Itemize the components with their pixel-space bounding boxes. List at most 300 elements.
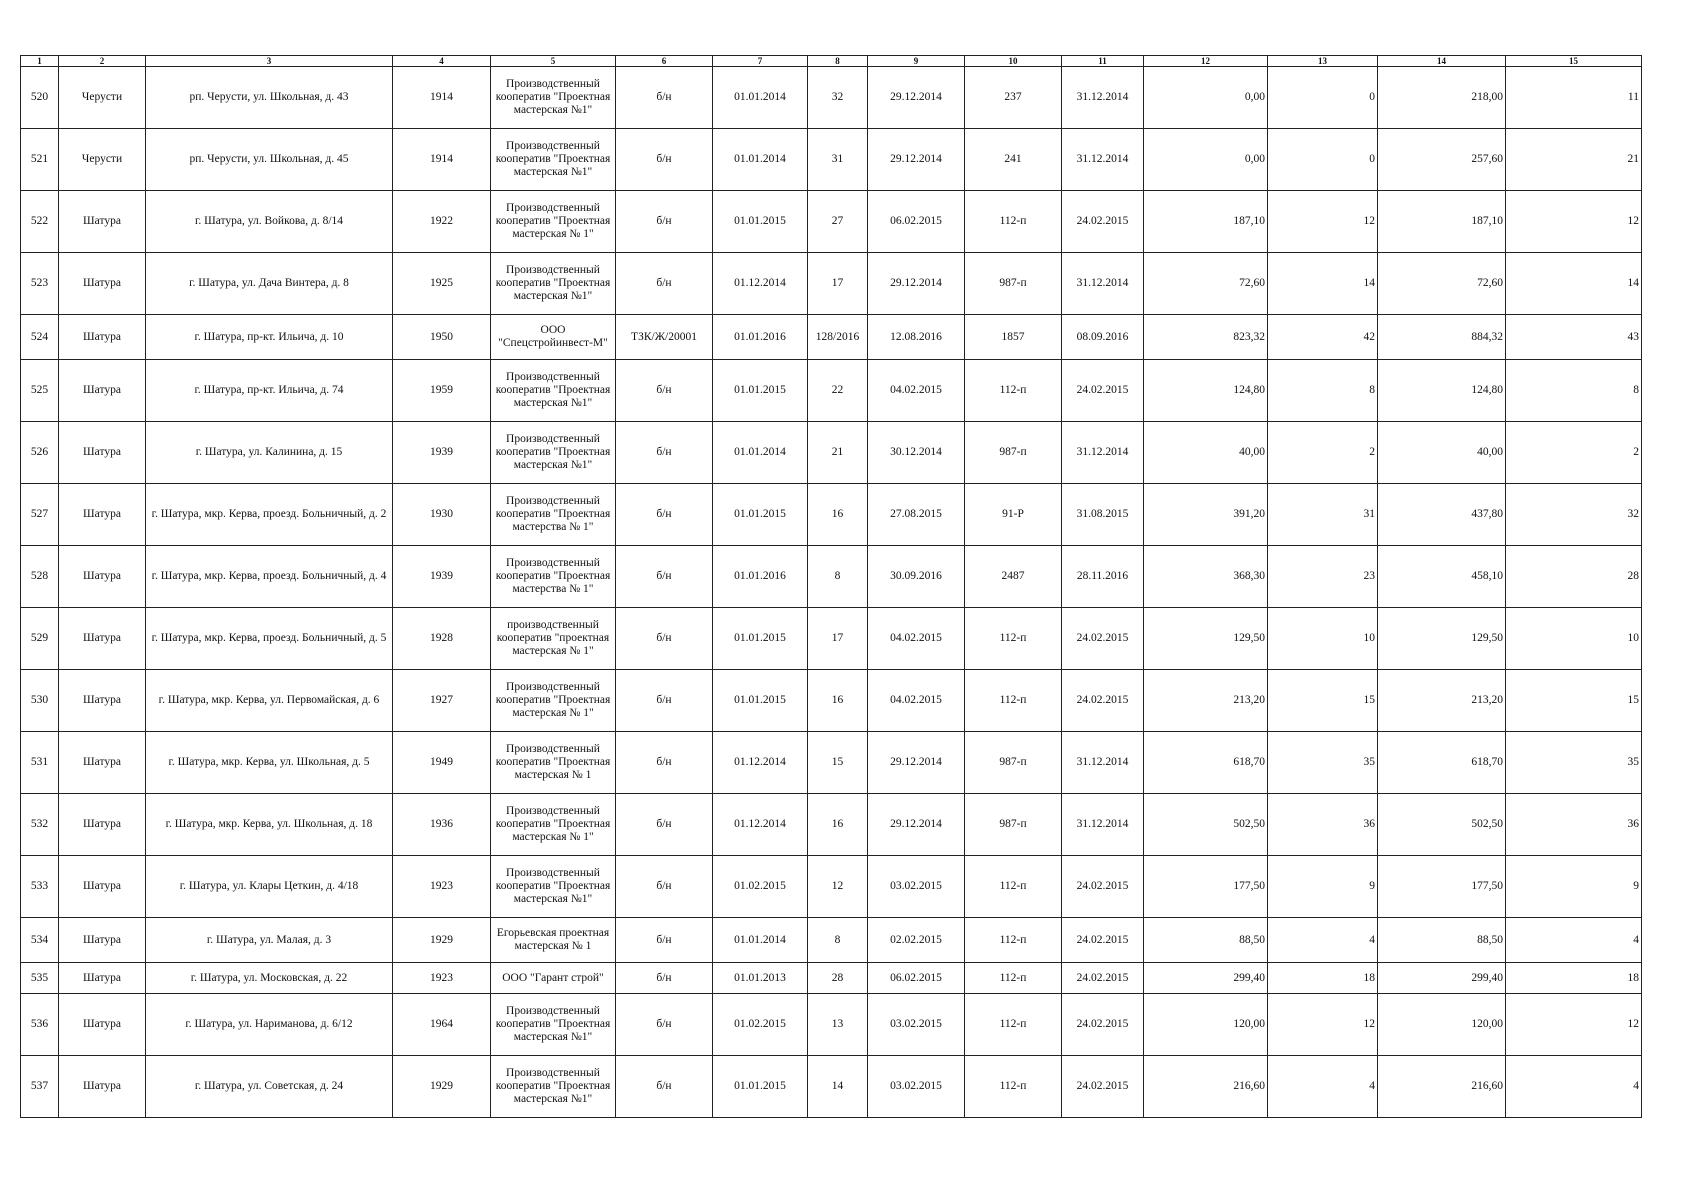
- column-header-10: 10: [965, 56, 1062, 67]
- register-table: [20, 55, 1642, 1118]
- table-cell-col-5: Производственный кооператив "Проектная мастерства № 1": [491, 484, 616, 546]
- table-cell-col-4: 1925: [393, 253, 491, 315]
- table-cell-col-15: 2: [1506, 422, 1642, 484]
- table-cell-col-13: 36: [1268, 794, 1378, 856]
- table-cell-col-2: Шатура: [59, 732, 146, 794]
- table-cell-col-12: 124,80: [1144, 360, 1268, 422]
- column-header-7: 7: [713, 56, 808, 67]
- table-cell-col-4: 1964: [393, 994, 491, 1056]
- table-cell-col-3: г. Шатура, ул. Калинина, д. 15: [146, 422, 393, 484]
- table-cell-col-2: Шатура: [59, 963, 146, 994]
- table-cell-col-1: 527: [21, 484, 59, 546]
- table-cell-col-6: б/н: [616, 191, 713, 253]
- table-cell-col-7: 01.12.2014: [713, 794, 808, 856]
- table-cell-col-3: г. Шатура, пр-кт. Ильича, д. 10: [146, 315, 393, 360]
- table-cell-col-14: 216,60: [1378, 1056, 1506, 1118]
- table-cell-col-3: рп. Черусти, ул. Школьная, д. 43: [146, 67, 393, 129]
- table-cell-col-6: б/н: [616, 994, 713, 1056]
- column-header-14: 14: [1378, 56, 1506, 67]
- table-cell-col-10: 112-п: [965, 856, 1062, 918]
- table-cell-col-10: 112-п: [965, 670, 1062, 732]
- table-cell-col-7: 01.01.2015: [713, 1056, 808, 1118]
- table-cell-col-15: 12: [1506, 191, 1642, 253]
- table-cell-col-12: 187,10: [1144, 191, 1268, 253]
- table-cell-col-4: 1914: [393, 67, 491, 129]
- table-cell-col-15: 11: [1506, 67, 1642, 129]
- table-cell-col-4: 1939: [393, 546, 491, 608]
- table-cell-col-7: 01.01.2015: [713, 484, 808, 546]
- table-cell-col-7: 01.01.2014: [713, 67, 808, 129]
- table-cell-col-14: 88,50: [1378, 918, 1506, 963]
- table-cell-col-15: 12: [1506, 994, 1642, 1056]
- table-cell-col-12: 618,70: [1144, 732, 1268, 794]
- table-cell-col-6: б/н: [616, 546, 713, 608]
- table-cell-col-15: 36: [1506, 794, 1642, 856]
- table-cell-col-2: Шатура: [59, 191, 146, 253]
- table-cell-col-14: 502,50: [1378, 794, 1506, 856]
- table-cell-col-15: 35: [1506, 732, 1642, 794]
- table-cell-col-3: г. Шатура, ул. Малая, д. 3: [146, 918, 393, 963]
- table-cell-col-7: 01.01.2016: [713, 546, 808, 608]
- table-cell-col-13: 14: [1268, 253, 1378, 315]
- table-cell-col-7: 01.02.2015: [713, 994, 808, 1056]
- table-row: [21, 994, 1642, 1056]
- table-cell-col-4: 1927: [393, 670, 491, 732]
- table-cell-col-9: 06.02.2015: [868, 191, 965, 253]
- column-header-6: 6: [616, 56, 713, 67]
- table-cell-col-11: 31.12.2014: [1062, 253, 1144, 315]
- table-cell-col-8: 12: [808, 856, 868, 918]
- table-cell-col-9: 04.02.2015: [868, 670, 965, 732]
- table-cell-col-2: Шатура: [59, 670, 146, 732]
- table-cell-col-4: 1959: [393, 360, 491, 422]
- table-cell-col-8: 21: [808, 422, 868, 484]
- table-cell-col-7: 01.01.2016: [713, 315, 808, 360]
- table-cell-col-11: 28.11.2016: [1062, 546, 1144, 608]
- table-cell-col-7: 01.12.2014: [713, 253, 808, 315]
- table-cell-col-7: 01.02.2015: [713, 856, 808, 918]
- table-cell-col-5: ООО "Спецстройинвест-М": [491, 315, 616, 360]
- table-cell-col-9: 29.12.2014: [868, 67, 965, 129]
- table-cell-col-14: 884,32: [1378, 315, 1506, 360]
- table-cell-col-11: 24.02.2015: [1062, 191, 1144, 253]
- table-cell-col-5: Егорьевская проектная мастерская № 1: [491, 918, 616, 963]
- table-cell-col-6: б/н: [616, 360, 713, 422]
- table-cell-col-3: г. Шатура, ул. Клары Цеткин, д. 4/18: [146, 856, 393, 918]
- table-cell-col-13: 15: [1268, 670, 1378, 732]
- table-cell-col-13: 42: [1268, 315, 1378, 360]
- table-cell-col-12: 72,60: [1144, 253, 1268, 315]
- table-row: [21, 191, 1642, 253]
- table-cell-col-14: 218,00: [1378, 67, 1506, 129]
- table-cell-col-4: 1914: [393, 129, 491, 191]
- table-row: [21, 670, 1642, 732]
- table-cell-col-5: Производственный кооператив "Проектная мастерская №1": [491, 856, 616, 918]
- table-cell-col-15: 9: [1506, 856, 1642, 918]
- table-cell-col-2: Шатура: [59, 1056, 146, 1118]
- table-cell-col-14: 72,60: [1378, 253, 1506, 315]
- table-cell-col-3: г. Шатура, ул. Московская, д. 22: [146, 963, 393, 994]
- table-cell-col-5: Производственный кооператив "Проектная мастерская №1": [491, 1056, 616, 1118]
- table-cell-col-3: рп. Черусти, ул. Школьная, д. 45: [146, 129, 393, 191]
- table-cell-col-1: 531: [21, 732, 59, 794]
- column-number-header-row: [21, 56, 1642, 67]
- table-cell-col-14: 257,60: [1378, 129, 1506, 191]
- table-row: [21, 360, 1642, 422]
- table-cell-col-11: 31.12.2014: [1062, 129, 1144, 191]
- table-cell-col-14: 299,40: [1378, 963, 1506, 994]
- table-cell-col-7: 01.01.2014: [713, 918, 808, 963]
- table-cell-col-6: б/н: [616, 484, 713, 546]
- table-cell-col-8: 8: [808, 918, 868, 963]
- table-cell-col-3: г. Шатура, мкр. Керва, проезд. Больничный, д. 5: [146, 608, 393, 670]
- table-cell-col-8: 28: [808, 963, 868, 994]
- table-cell-col-10: 112-п: [965, 360, 1062, 422]
- table-cell-col-2: Шатура: [59, 918, 146, 963]
- table-cell-col-10: 1857: [965, 315, 1062, 360]
- table-cell-col-7: 01.01.2014: [713, 422, 808, 484]
- table-cell-col-7: 01.01.2014: [713, 129, 808, 191]
- table-cell-col-14: 618,70: [1378, 732, 1506, 794]
- table-cell-col-10: 237: [965, 67, 1062, 129]
- table-cell-col-2: Черусти: [59, 67, 146, 129]
- table-cell-col-13: 18: [1268, 963, 1378, 994]
- table-cell-col-1: 535: [21, 963, 59, 994]
- table-cell-col-5: Производственный кооператив "Проектная мастерская №1": [491, 422, 616, 484]
- table-cell-col-12: 299,40: [1144, 963, 1268, 994]
- table-cell-col-3: г. Шатура, ул. Дача Винтера, д. 8: [146, 253, 393, 315]
- table-cell-col-2: Шатура: [59, 994, 146, 1056]
- table-cell-col-12: 88,50: [1144, 918, 1268, 963]
- table-cell-col-10: 112-п: [965, 994, 1062, 1056]
- table-cell-col-8: 22: [808, 360, 868, 422]
- table-cell-col-9: 04.02.2015: [868, 360, 965, 422]
- table-cell-col-10: 987-п: [965, 422, 1062, 484]
- table-cell-col-3: г. Шатура, мкр. Керва, ул. Первомайская, д. 6: [146, 670, 393, 732]
- table-cell-col-15: 18: [1506, 963, 1642, 994]
- table-cell-col-13: 2: [1268, 422, 1378, 484]
- table-cell-col-13: 10: [1268, 608, 1378, 670]
- table-cell-col-1: 525: [21, 360, 59, 422]
- table-row: [21, 608, 1642, 670]
- column-header-11: 11: [1062, 56, 1144, 67]
- table-cell-col-15: 4: [1506, 1056, 1642, 1118]
- table-cell-col-6: б/н: [616, 422, 713, 484]
- table-cell-col-5: Производственный кооператив "Проектная мастерская № 1": [491, 794, 616, 856]
- table-cell-col-8: 15: [808, 732, 868, 794]
- table-cell-col-11: 24.02.2015: [1062, 963, 1144, 994]
- table-cell-col-3: г. Шатура, ул. Войкова, д. 8/14: [146, 191, 393, 253]
- table-cell-col-8: 14: [808, 1056, 868, 1118]
- table-cell-col-10: 987-п: [965, 253, 1062, 315]
- table-cell-col-4: 1930: [393, 484, 491, 546]
- table-cell-col-1: 533: [21, 856, 59, 918]
- table-cell-col-4: 1939: [393, 422, 491, 484]
- table-cell-col-12: 502,50: [1144, 794, 1268, 856]
- table-cell-col-5: Производственный кооператив "Проектная мастерства № 1": [491, 546, 616, 608]
- table-cell-col-9: 06.02.2015: [868, 963, 965, 994]
- table-cell-col-6: б/н: [616, 732, 713, 794]
- table-cell-col-15: 43: [1506, 315, 1642, 360]
- table-cell-col-14: 437,80: [1378, 484, 1506, 546]
- table-cell-col-4: 1929: [393, 918, 491, 963]
- table-cell-col-5: производственный кооператив "проектная мастерская № 1": [491, 608, 616, 670]
- table-cell-col-3: г. Шатура, мкр. Керва, ул. Школьная, д. 5: [146, 732, 393, 794]
- table-cell-col-13: 8: [1268, 360, 1378, 422]
- table-cell-col-11: 24.02.2015: [1062, 856, 1144, 918]
- table-cell-col-1: 536: [21, 994, 59, 1056]
- table-cell-col-6: б/н: [616, 1056, 713, 1118]
- table-cell-col-6: б/н: [616, 608, 713, 670]
- table-cell-col-5: ООО "Гарант строй": [491, 963, 616, 994]
- table-cell-col-10: 2487: [965, 546, 1062, 608]
- table-cell-col-14: 120,00: [1378, 994, 1506, 1056]
- table-cell-col-10: 112-п: [965, 963, 1062, 994]
- table-cell-col-6: б/н: [616, 963, 713, 994]
- table-cell-col-12: 0,00: [1144, 67, 1268, 129]
- table-cell-col-13: 0: [1268, 129, 1378, 191]
- table-cell-col-3: г. Шатура, мкр. Керва, проезд. Больничный, д. 4: [146, 546, 393, 608]
- table-cell-col-11: 31.12.2014: [1062, 794, 1144, 856]
- table-cell-col-6: б/н: [616, 794, 713, 856]
- table-row: [21, 315, 1642, 360]
- table-cell-col-9: 27.08.2015: [868, 484, 965, 546]
- table-cell-col-14: 40,00: [1378, 422, 1506, 484]
- table-cell-col-1: 532: [21, 794, 59, 856]
- column-header-13: 13: [1268, 56, 1378, 67]
- table-cell-col-6: б/н: [616, 856, 713, 918]
- table-cell-col-12: 129,50: [1144, 608, 1268, 670]
- column-header-4: 4: [393, 56, 491, 67]
- table-row: [21, 1056, 1642, 1118]
- table-cell-col-13: 12: [1268, 191, 1378, 253]
- table-cell-col-9: 02.02.2015: [868, 918, 965, 963]
- table-cell-col-12: 120,00: [1144, 994, 1268, 1056]
- table-cell-col-12: 40,00: [1144, 422, 1268, 484]
- table-cell-col-4: 1950: [393, 315, 491, 360]
- table-cell-col-11: 24.02.2015: [1062, 994, 1144, 1056]
- table-row: [21, 546, 1642, 608]
- table-cell-col-5: Производственный кооператив "Проектная мастерская №1": [491, 129, 616, 191]
- table-cell-col-11: 24.02.2015: [1062, 360, 1144, 422]
- column-header-9: 9: [868, 56, 965, 67]
- table-cell-col-9: 29.12.2014: [868, 732, 965, 794]
- table-cell-col-9: 03.02.2015: [868, 1056, 965, 1118]
- table-cell-col-1: 524: [21, 315, 59, 360]
- table-row: [21, 918, 1642, 963]
- table-cell-col-8: 16: [808, 794, 868, 856]
- column-header-1: 1: [21, 56, 59, 67]
- table-cell-col-2: Шатура: [59, 422, 146, 484]
- table-cell-col-4: 1928: [393, 608, 491, 670]
- table-cell-col-12: 216,60: [1144, 1056, 1268, 1118]
- table-cell-col-10: 241: [965, 129, 1062, 191]
- table-cell-col-11: 24.02.2015: [1062, 608, 1144, 670]
- table-cell-col-8: 31: [808, 129, 868, 191]
- table-cell-col-10: 112-п: [965, 1056, 1062, 1118]
- table-cell-col-8: 17: [808, 608, 868, 670]
- table-cell-col-10: 112-п: [965, 608, 1062, 670]
- table-cell-col-15: 4: [1506, 918, 1642, 963]
- table-cell-col-1: 520: [21, 67, 59, 129]
- table-cell-col-9: 12.08.2016: [868, 315, 965, 360]
- table-row: [21, 794, 1642, 856]
- table-cell-col-1: 528: [21, 546, 59, 608]
- table-cell-col-11: 08.09.2016: [1062, 315, 1144, 360]
- table-cell-col-14: 458,10: [1378, 546, 1506, 608]
- table-cell-col-10: 112-п: [965, 191, 1062, 253]
- table-cell-col-11: 31.08.2015: [1062, 484, 1144, 546]
- table-cell-col-13: 35: [1268, 732, 1378, 794]
- column-header-8: 8: [808, 56, 868, 67]
- table-cell-col-2: Шатура: [59, 546, 146, 608]
- column-header-12: 12: [1144, 56, 1268, 67]
- table-cell-col-1: 523: [21, 253, 59, 315]
- table-cell-col-9: 03.02.2015: [868, 994, 965, 1056]
- table-cell-col-10: 987-п: [965, 732, 1062, 794]
- table-cell-col-6: б/н: [616, 129, 713, 191]
- table-cell-col-8: 16: [808, 670, 868, 732]
- table-body: [21, 67, 1642, 1118]
- table-cell-col-14: 129,50: [1378, 608, 1506, 670]
- table-cell-col-11: 31.12.2014: [1062, 67, 1144, 129]
- table-cell-col-5: Производственный кооператив "Проектная мастерская № 1": [491, 191, 616, 253]
- table-cell-col-9: 04.02.2015: [868, 608, 965, 670]
- table-cell-col-6: б/н: [616, 918, 713, 963]
- table-cell-col-12: 823,32: [1144, 315, 1268, 360]
- table-cell-col-3: г. Шатура, мкр. Керва, проезд. Больничный, д. 2: [146, 484, 393, 546]
- table-cell-col-5: Производственный кооператив "Проектная мастерская №1": [491, 67, 616, 129]
- table-cell-col-2: Шатура: [59, 856, 146, 918]
- table-cell-col-9: 30.09.2016: [868, 546, 965, 608]
- column-header-3: 3: [146, 56, 393, 67]
- table-cell-col-4: 1923: [393, 856, 491, 918]
- table-row: [21, 129, 1642, 191]
- table-cell-col-2: Шатура: [59, 315, 146, 360]
- table-cell-col-4: 1949: [393, 732, 491, 794]
- table-cell-col-10: 112-п: [965, 918, 1062, 963]
- table-cell-col-8: 32: [808, 67, 868, 129]
- table-cell-col-8: 13: [808, 994, 868, 1056]
- table-cell-col-3: г. Шатура, мкр. Керва, ул. Школьная, д. 18: [146, 794, 393, 856]
- table-cell-col-5: Производственный кооператив "Проектная мастерская №1": [491, 360, 616, 422]
- table-cell-col-6: б/н: [616, 67, 713, 129]
- table-cell-col-12: 391,20: [1144, 484, 1268, 546]
- table-cell-col-1: 537: [21, 1056, 59, 1118]
- table-cell-col-2: Шатура: [59, 360, 146, 422]
- table-cell-col-12: 368,30: [1144, 546, 1268, 608]
- table-row: [21, 422, 1642, 484]
- table-cell-col-15: 14: [1506, 253, 1642, 315]
- table-cell-col-13: 31: [1268, 484, 1378, 546]
- table-cell-col-15: 28: [1506, 546, 1642, 608]
- column-header-5: 5: [491, 56, 616, 67]
- table-cell-col-7: 01.01.2015: [713, 191, 808, 253]
- table-row: [21, 253, 1642, 315]
- table-cell-col-2: Шатура: [59, 484, 146, 546]
- table-cell-col-15: 21: [1506, 129, 1642, 191]
- table-cell-col-13: 0: [1268, 67, 1378, 129]
- table-row: [21, 67, 1642, 129]
- table-cell-col-13: 12: [1268, 994, 1378, 1056]
- table-cell-col-5: Производственный кооператив "Проектная мастерская №1": [491, 253, 616, 315]
- table-cell-col-12: 0,00: [1144, 129, 1268, 191]
- table-cell-col-4: 1929: [393, 1056, 491, 1118]
- table-cell-col-2: Шатура: [59, 253, 146, 315]
- table-cell-col-1: 521: [21, 129, 59, 191]
- table-cell-col-2: Черусти: [59, 129, 146, 191]
- table-cell-col-4: 1936: [393, 794, 491, 856]
- table-cell-col-12: 213,20: [1144, 670, 1268, 732]
- table-cell-col-11: 24.02.2015: [1062, 1056, 1144, 1118]
- table-cell-col-1: 522: [21, 191, 59, 253]
- table-cell-col-12: 177,50: [1144, 856, 1268, 918]
- table-cell-col-7: 01.01.2015: [713, 670, 808, 732]
- table-cell-col-9: 30.12.2014: [868, 422, 965, 484]
- table-cell-col-8: 17: [808, 253, 868, 315]
- table-cell-col-6: б/н: [616, 670, 713, 732]
- table-cell-col-14: 124,80: [1378, 360, 1506, 422]
- table-cell-col-1: 529: [21, 608, 59, 670]
- table-cell-col-8: 128/2016: [808, 315, 868, 360]
- table-cell-col-1: 534: [21, 918, 59, 963]
- table-cell-col-3: г. Шатура, пр-кт. Ильича, д. 74: [146, 360, 393, 422]
- table-cell-col-11: 31.12.2014: [1062, 422, 1144, 484]
- table-cell-col-3: г. Шатура, ул. Советская, д. 24: [146, 1056, 393, 1118]
- table-cell-col-11: 24.02.2015: [1062, 670, 1144, 732]
- table-cell-col-9: 29.12.2014: [868, 794, 965, 856]
- table-cell-col-11: 31.12.2014: [1062, 732, 1144, 794]
- table-cell-col-7: 01.12.2014: [713, 732, 808, 794]
- table-cell-col-1: 530: [21, 670, 59, 732]
- table-cell-col-3: г. Шатура, ул. Нариманова, д. 6/12: [146, 994, 393, 1056]
- table-cell-col-13: 4: [1268, 1056, 1378, 1118]
- table-cell-col-7: 01.01.2015: [713, 608, 808, 670]
- table-cell-col-5: Производственный кооператив "Проектная мастерская № 1: [491, 732, 616, 794]
- table-cell-col-10: 987-п: [965, 794, 1062, 856]
- table-cell-col-8: 16: [808, 484, 868, 546]
- table-cell-col-5: Производственный кооператив "Проектная мастерская № 1": [491, 670, 616, 732]
- document-sheet: [20, 55, 1641, 1118]
- table-row: [21, 484, 1642, 546]
- table-cell-col-5: Производственный кооператив "Проектная мастерская №1": [491, 994, 616, 1056]
- table-cell-col-15: 10: [1506, 608, 1642, 670]
- table-cell-col-14: 187,10: [1378, 191, 1506, 253]
- table-cell-col-6: б/н: [616, 253, 713, 315]
- table-cell-col-10: 91-Р: [965, 484, 1062, 546]
- table-cell-col-11: 24.02.2015: [1062, 918, 1144, 963]
- table-cell-col-6: ТЗК/Ж/20001: [616, 315, 713, 360]
- table-row: [21, 856, 1642, 918]
- table-cell-col-13: 4: [1268, 918, 1378, 963]
- table-cell-col-15: 15: [1506, 670, 1642, 732]
- table-cell-col-8: 27: [808, 191, 868, 253]
- table-row: [21, 732, 1642, 794]
- table-cell-col-7: 01.01.2015: [713, 360, 808, 422]
- table-cell-col-14: 213,20: [1378, 670, 1506, 732]
- table-row: [21, 963, 1642, 994]
- table-cell-col-15: 32: [1506, 484, 1642, 546]
- table-cell-col-9: 03.02.2015: [868, 856, 965, 918]
- column-header-15: 15: [1506, 56, 1642, 67]
- table-cell-col-9: 29.12.2014: [868, 253, 965, 315]
- table-cell-col-2: Шатура: [59, 794, 146, 856]
- table-cell-col-4: 1922: [393, 191, 491, 253]
- table-cell-col-1: 526: [21, 422, 59, 484]
- table-cell-col-4: 1923: [393, 963, 491, 994]
- column-header-2: 2: [59, 56, 146, 67]
- table-cell-col-9: 29.12.2014: [868, 129, 965, 191]
